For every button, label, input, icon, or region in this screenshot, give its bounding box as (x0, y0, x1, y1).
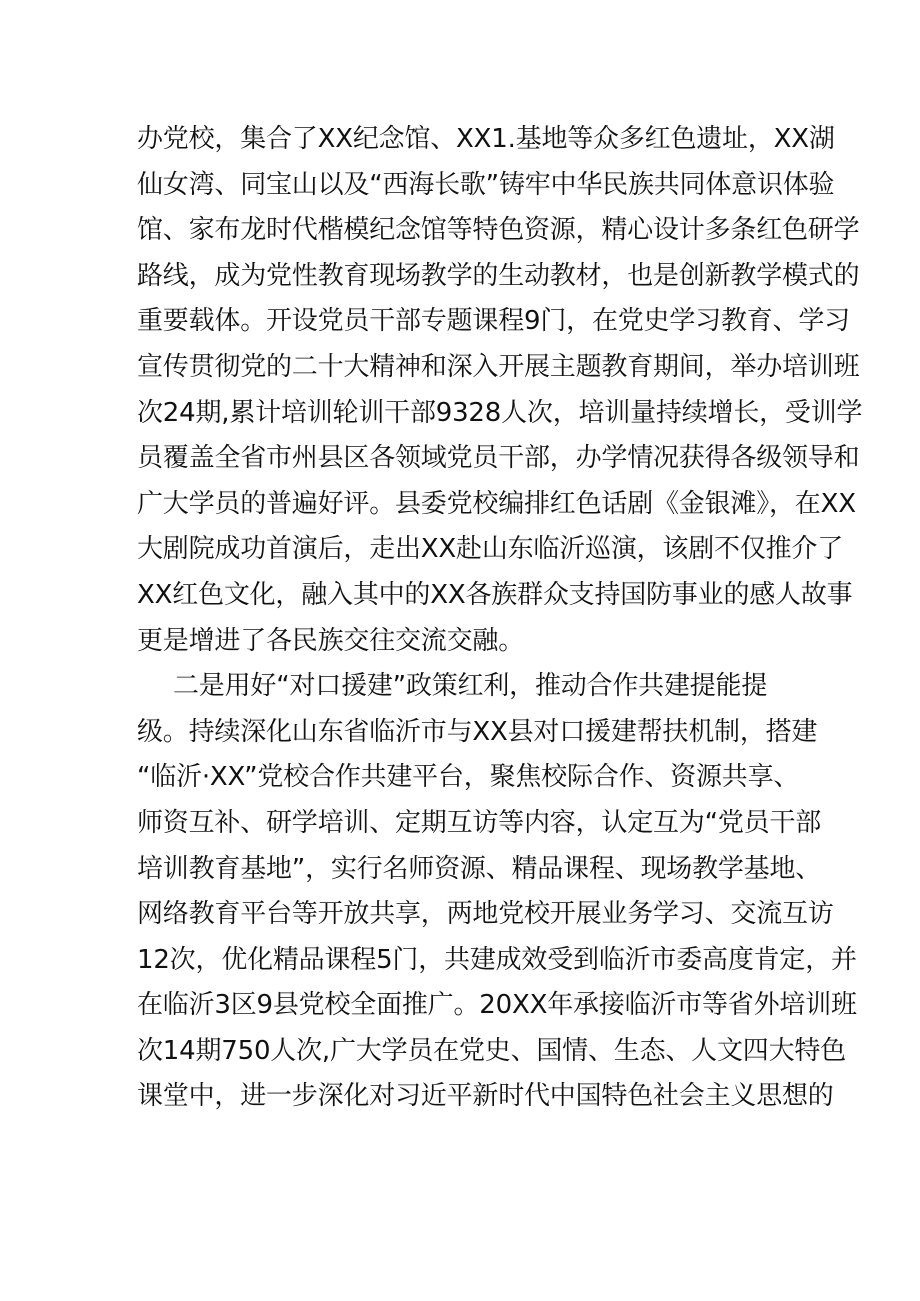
text-line: 广大学员的普遍好评。县委党校编排红色话剧《金银滩》，在XX (137, 488, 856, 519)
text-line: 次14期750人次,广大学员在党史、国情、生态、人文四大特色 (137, 1035, 846, 1066)
text-line: 大剧院成功首演后，走出XX赴山东临沂巡演，该剧不仅推介了 (137, 534, 844, 565)
text-line: 仙女湾、同宝山以及“西海长歌”铸牢中华民族共同体意识体验 (137, 169, 835, 200)
text-line: 宣传贯彻党的二十大精神和深入开展主题教育期间，举办培训班 (137, 351, 860, 382)
text-line: 员覆盖全省市州县区各领域党员干部，办学情况获得各级领导和 (137, 443, 860, 474)
text-line: 重要载体。开设党员干部专题课程9门，在党史学习教育、学习 (137, 306, 850, 337)
text-line: 培训教育基地”，实行名师资源、精品课程、现场教学基地、 (137, 853, 822, 884)
text-line: XX红色文化，融入其中的XX各族群众支持国防事业的感人故事 (137, 579, 853, 610)
text-line: 网络教育平台等开放共享，两地党校开展业务学习、交流互访 (137, 899, 834, 930)
text-line: 在临沂3区9县党校全面推广。20XX年承接临沂市等省外培训班 (137, 990, 857, 1021)
text-line: 更是增进了各民族交往交流交融。 (137, 625, 525, 656)
text-line: 师资互补、研学培训、定期互访等内容，认定互为“党员干部 (137, 807, 822, 838)
body-text (137, 117, 863, 1120)
text-line: 课堂中，进一步深化对习近平新时代中国特色社会主义思想的 (137, 1081, 834, 1112)
text-line: 办党校，集合了XX纪念馆、XX1.基地等众多红色遗址，XX湖 (137, 124, 835, 154)
text-line: 12次，优化精品课程5门，共建成效受到临沂市委高度肯定，并 (137, 944, 857, 975)
text-line: 级。持续深化山东省临沂市与XX县对口援建帮扶机制，搭建 (137, 716, 818, 747)
text-line: “临沂·XX”党校合作共建平台，聚焦校际合作、资源共享、 (137, 762, 800, 793)
text-line: 次24期,累计培训轮训干部9328人次，培训量持续增长，受训学 (137, 397, 863, 428)
text-line: 路线，成为党性教育现场教学的生动教材，也是创新教学模式的 (137, 260, 860, 291)
text-line: 馆、家布龙时代楷模纪念馆等特色资源，精心设计多条红色研学 (137, 215, 860, 246)
paragraph-start-line: 二是用好“对口援建”政策红利，推动合作共建提能提 (173, 671, 768, 702)
